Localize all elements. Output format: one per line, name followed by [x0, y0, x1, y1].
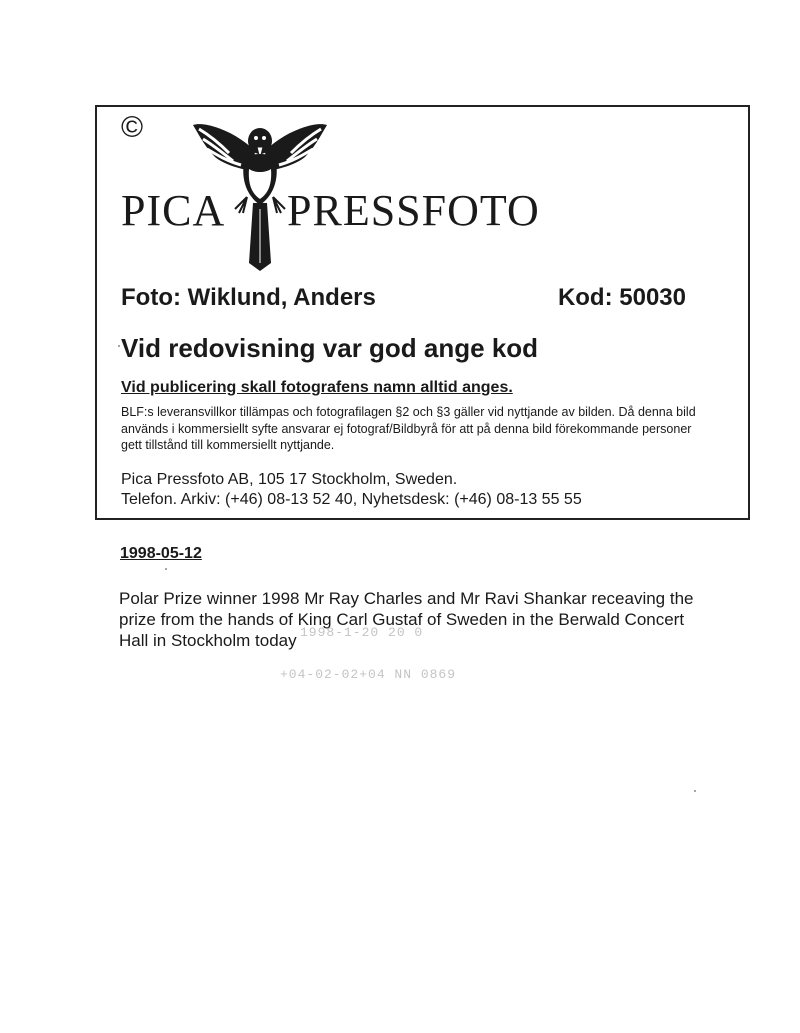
dust-speck — [118, 345, 120, 347]
dust-speck — [165, 568, 167, 570]
report-notice: Vid redovisning var god ange kod — [121, 333, 539, 363]
faint-stamp-line-1: 1998-1-20 20 0 — [300, 625, 424, 640]
usage-terms: BLF:s leveransvillkor tillämpas och fotografilagen §2 och §3 gäller vid nyttjande av bilden. Då denna bild används i kommersiellt syfte ansvarar ej fotograf/Bildbyrå för att på denna bild förekommande personer gett tillstånd till kommersiellt nyttjande. — [121, 405, 696, 452]
photo-credit-stamp — [95, 105, 750, 520]
photo-code: Kod: 50030 — [557, 284, 686, 311]
photo-caption: Polar Prize winner 1998 Mr Ray Charles and Mr Ravi Shankar receaving the prize from the hands of King Carl Gustaf of Sweden in the Berwald Concert Hall in Stockholm today — [119, 589, 694, 650]
publish-notice: Vid publicering skall fotografens namn alltid anges. — [121, 379, 513, 396]
photographer-credit: Foto: Wiklund, Anders — [121, 284, 376, 311]
copyright-symbol: © — [121, 111, 144, 144]
faint-stamp-line-2: +04-02-02+04 NN 0869 — [280, 667, 457, 682]
photo-date: 1998-05-12 — [120, 545, 202, 562]
dust-speck — [694, 790, 696, 792]
logo-text-pica: PICA — [121, 186, 226, 235]
agency-phone: Telefon. Arkiv: (+46) 08-13 52 40, Nyhetsdesk: (+46) 08-13 55 55 — [121, 491, 582, 508]
agency-address: Pica Pressfoto AB, 105 17 Stockholm, Sweden. — [121, 471, 458, 488]
logo-text-pressfoto: PRESSFOTO — [287, 186, 540, 235]
agency-address-block — [121, 470, 582, 510]
